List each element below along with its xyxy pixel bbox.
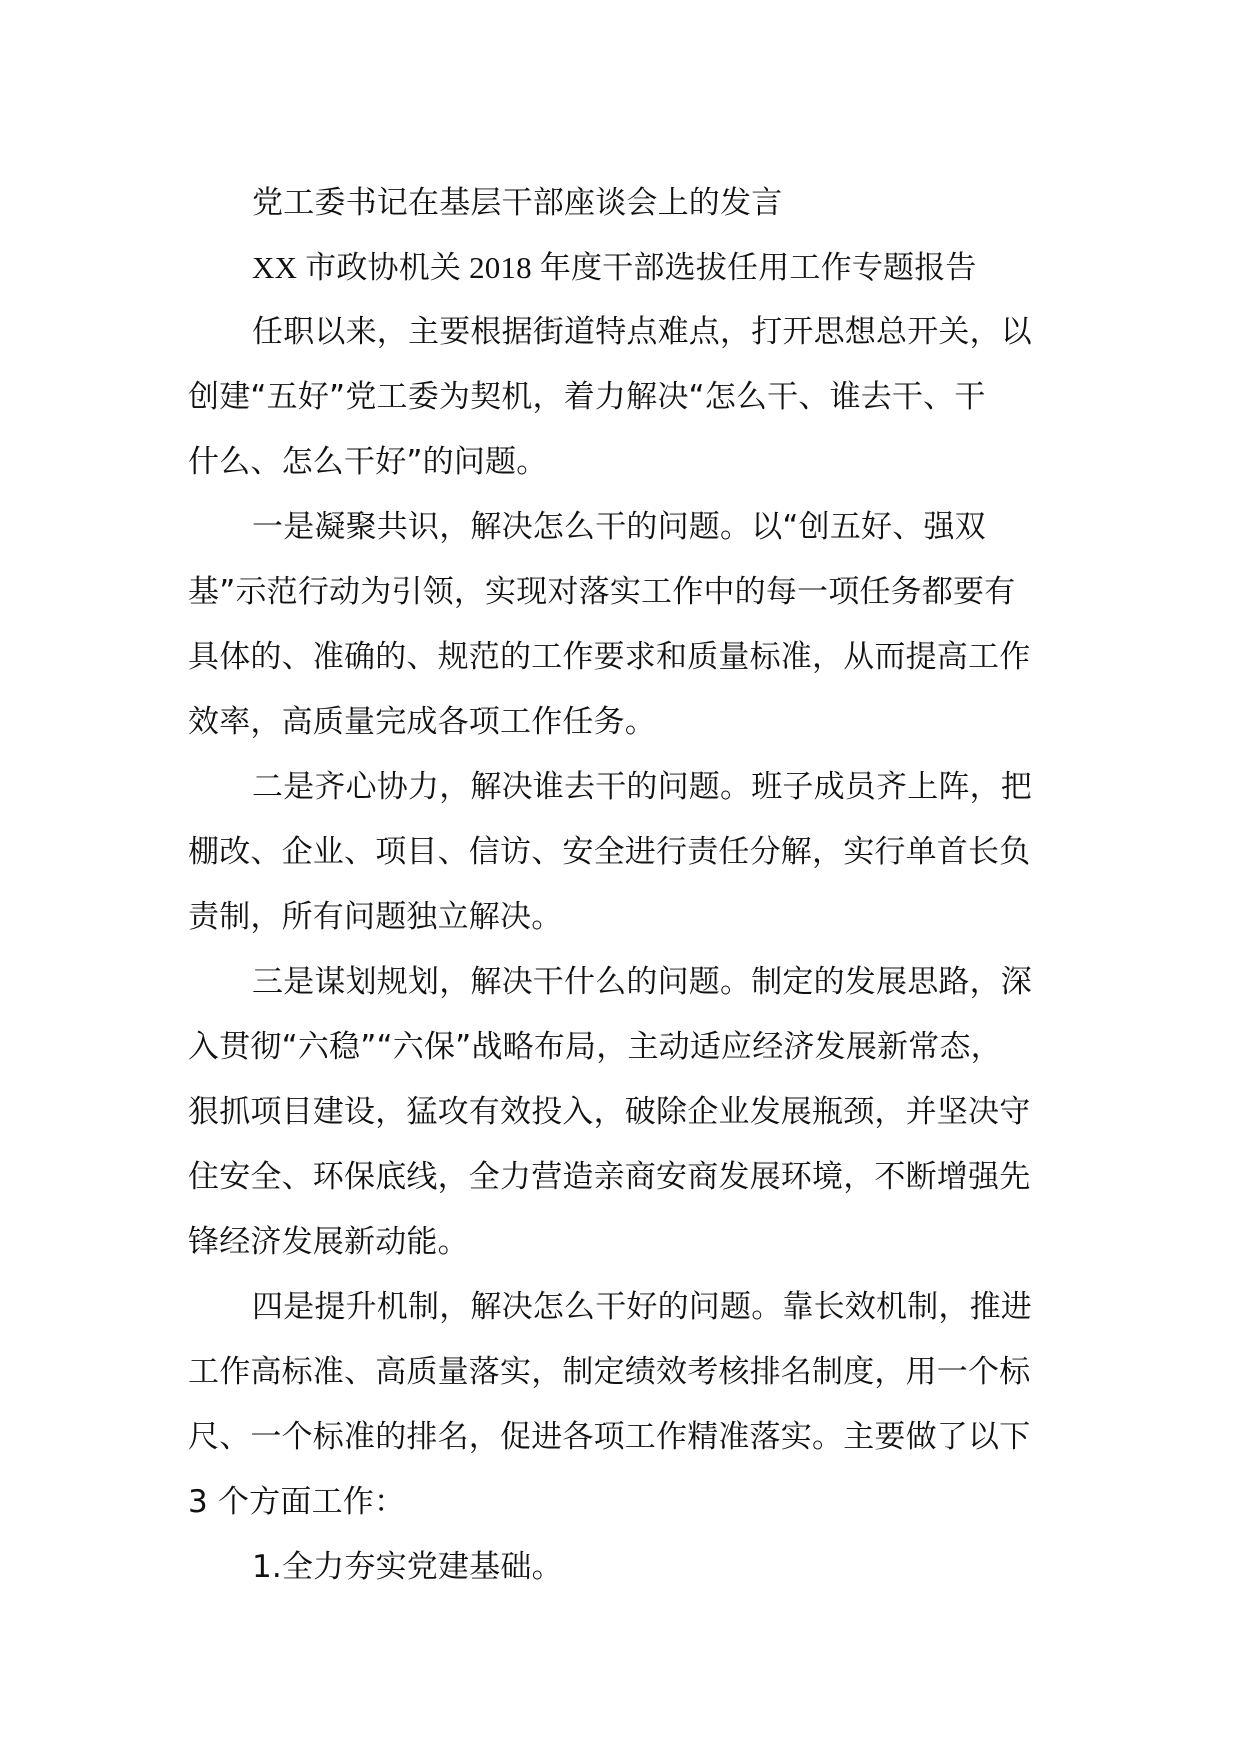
paragraph-line: 二是齐心协力，解决谁去干的问题。班子成员齐上阵，把 xyxy=(252,769,1032,805)
paragraph-line: 基”示范行动为引领，实现对落实工作中的每一项任务都要有 xyxy=(188,574,1016,610)
paragraph-line: 锋经济发展新动能。 xyxy=(188,1224,469,1260)
paragraph-line: 具体的、准确的、规范的工作要求和质量标准，从而提高工作 xyxy=(188,639,1031,675)
paragraph-line: 3 个方面工作： xyxy=(188,1484,406,1520)
document-subtitle: XX 市政协机关 2018 年度干部选拔任用工作专题报告 xyxy=(252,250,977,285)
paragraph-line: 工作高标准、高质量落实，制定绩效考核排名制度，用一个标 xyxy=(188,1354,1031,1390)
document-title: 党工委书记在基层干部座谈会上的发言 xyxy=(252,185,783,220)
paragraph-line: 四是提升机制，解决怎么干好的问题。靠长效机制，推进 xyxy=(252,1289,1032,1325)
paragraph-line: 效率，高质量完成各项工作任务。 xyxy=(188,704,656,740)
paragraph-line: 任职以来，主要根据街道特点难点，打开思想总开关，以 xyxy=(252,314,1032,350)
paragraph-line: 什么、怎么干好”的问题。 xyxy=(188,444,548,480)
paragraph-line: 棚改、企业、项目、信访、安全进行责任分解，实行单首长负 xyxy=(188,834,1031,870)
section-heading: 1.全力夯实党建基础。 xyxy=(252,1549,563,1585)
document-body xyxy=(188,170,1058,1600)
paragraph-line: 狠抓项目建设，猛攻有效投入，破除企业发展瓶颈，并坚决守 xyxy=(188,1094,1031,1130)
paragraph-line: 创建“五好”党工委为契机，着力解决“怎么干、谁去干、干 xyxy=(188,379,986,415)
paragraph-line: 尺、一个标准的排名，促进各项工作精准落实。主要做了以下 xyxy=(188,1419,1031,1455)
paragraph-line: 入贯彻“六稳”“六保”战略布局，主动适应经济发展新常态， xyxy=(188,1029,1002,1065)
paragraph-line: 责制，所有问题独立解决。 xyxy=(188,899,563,935)
paragraph-line: 一是凝聚共识，解决怎么干的问题。以“创五好、强双 xyxy=(252,509,986,545)
paragraph-line: 三是谋划规划，解决干什么的问题。制定的发展思路，深 xyxy=(252,964,1032,1000)
paragraph-line: 住安全、环保底线，全力营造亲商安商发展环境，不断增强先 xyxy=(188,1159,1031,1195)
